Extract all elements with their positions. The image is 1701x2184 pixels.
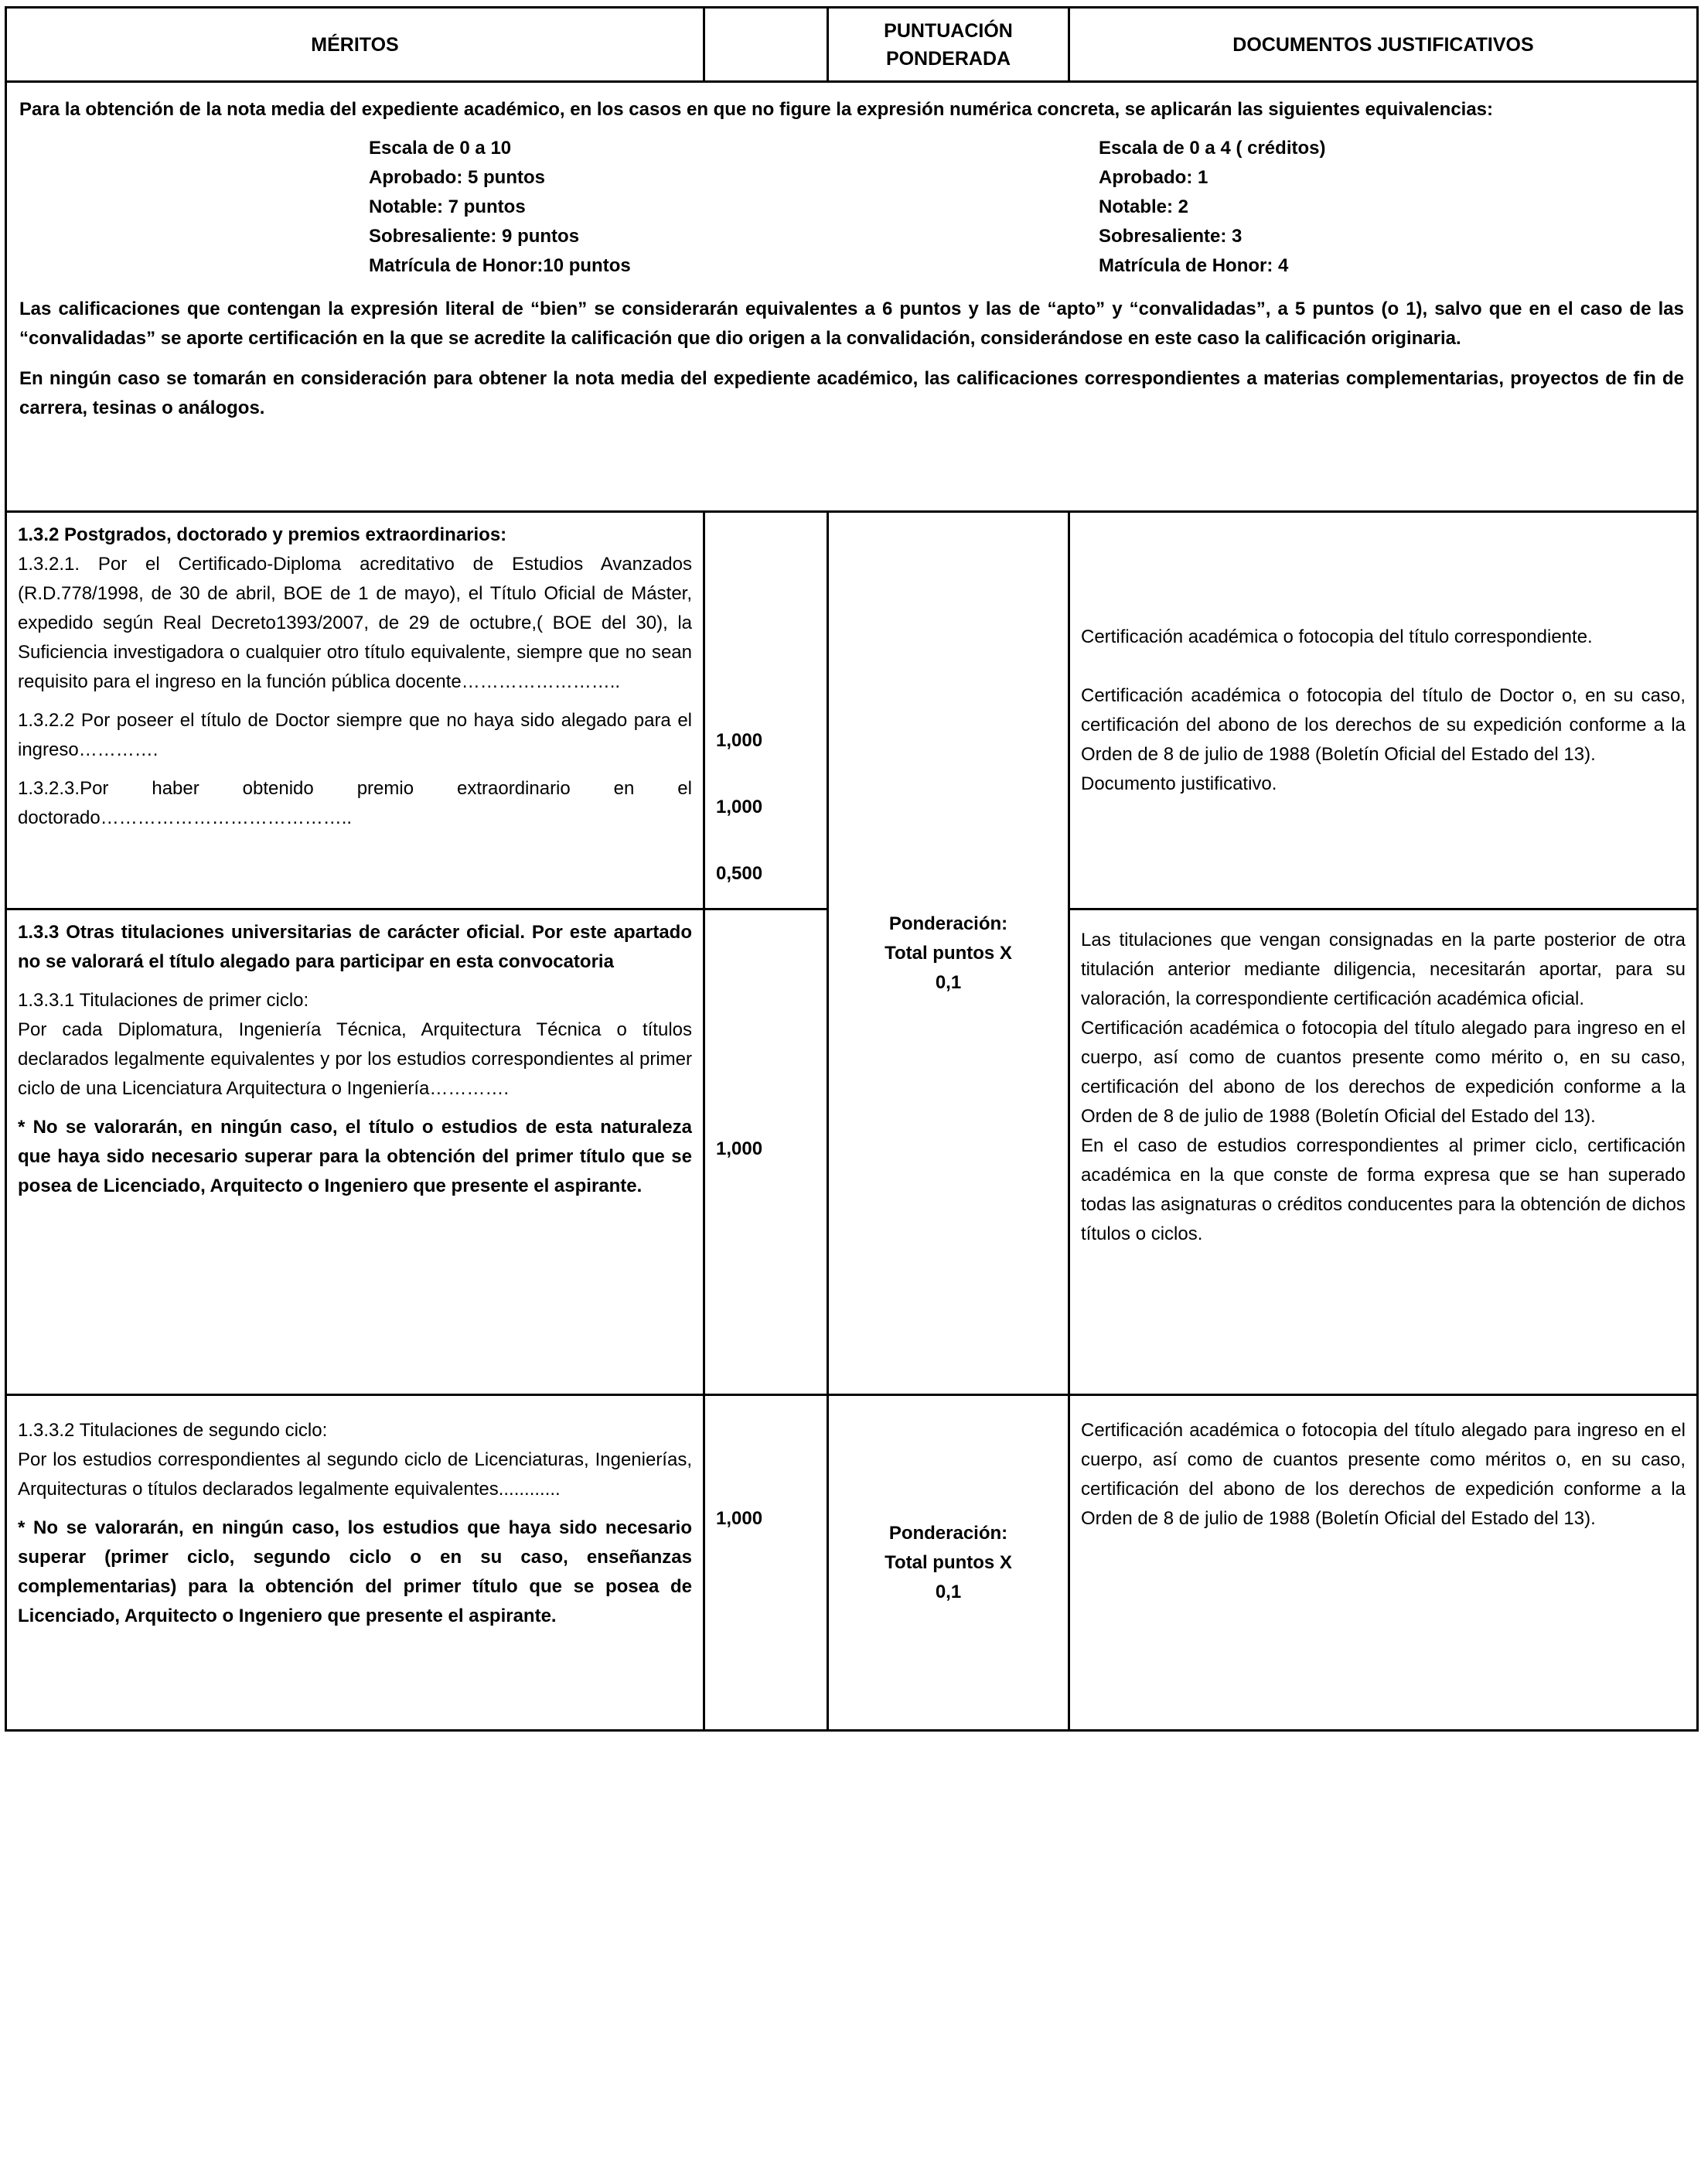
ponderacion-line: Total puntos X bbox=[885, 942, 1012, 964]
scale-0-4-item: Matrícula de Honor: 4 bbox=[1099, 255, 1289, 276]
docs-paragraph: Certificación académica o fotocopia del título alegado para ingreso en el cuerpo, así como de cuantos presente como méritos o, en su caso, certificación del abono de los derechos de expedición conforme a la Orden de 8 de julio de 1988 (Boletín Oficial del Estado del 13). bbox=[1081, 1420, 1686, 1529]
ponderacion-cell-segundo-ciclo bbox=[828, 1395, 1069, 1731]
merit-subheading-1-3-3-2: 1.3.3.2 Titulaciones de segundo ciclo: bbox=[18, 1420, 328, 1441]
scale-0-10-item: Sobresaliente: 9 puntos bbox=[369, 226, 580, 247]
scale-0-4-item: Notable: 2 bbox=[1099, 196, 1189, 217]
scale-0-10-item: Matrícula de Honor:10 puntos bbox=[369, 255, 631, 276]
grade-scales-block bbox=[19, 134, 1684, 282]
points-cell-postgrados bbox=[704, 512, 828, 909]
equivalences-row bbox=[6, 82, 1698, 512]
ponderacion-line: 0,1 bbox=[935, 971, 962, 993]
docs-cell-otras-titulaciones bbox=[1069, 909, 1698, 1395]
equivalences-intro-paragraph: Para la obtención de la nota media del expediente académico, en los casos en que no figure la expresión numérica concreta, se aplicarán las siguientes equivalencias: bbox=[19, 99, 1494, 120]
scale-0-10-title: Escala de 0 a 10 bbox=[369, 138, 512, 159]
scale-0-10-item: Notable: 7 puntos bbox=[369, 196, 526, 217]
exclusions-paragraph: En ningún caso se tomarán en consideración para obtener la nota media del expediente académico, las calificaciones correspondientes a materias complementarias, proyectos de fin de carrera, tesinas o análogos. bbox=[19, 368, 1684, 418]
column-header-meritos: MÉRITOS bbox=[6, 8, 704, 82]
scale-0-4-item: Sobresaliente: 3 bbox=[1099, 226, 1243, 247]
ponderacion-line: Ponderación: bbox=[888, 1522, 1008, 1544]
merit-item-1-3-2-3: 1.3.2.3.Por haber obtenido premio extraordinario en el doctorado………………………………….. bbox=[18, 778, 692, 828]
points-cell-otras-titulaciones bbox=[704, 909, 828, 1395]
docs-paragraph: En el caso de estudios correspondientes al primer ciclo, certificación académica en la que conste de forma expresa que se han superado todas las asignaturas o créditos conducentes para la obtención de dichos títulos o ciclos. bbox=[1081, 1135, 1686, 1244]
ponderacion-line: 0,1 bbox=[935, 1581, 962, 1602]
docs-paragraph: Certificación académica o fotocopia del título de Doctor o, en su caso, certificación del abono de los derechos de su expedición conforme a la Orden de 8 de julio de 1988 (Boletín Oficial del Estado del 13). bbox=[1081, 684, 1686, 765]
ponderacion-line: Ponderación: bbox=[888, 913, 1008, 934]
qualifications-equivalence-paragraph: Las calificaciones que contengan la expresión literal de “bien” se considerarán equivalentes a 6 puntos y las de “apto” y “convalidadas”, a 5 puntos (o 1), salvo que en el caso de las “convalidadas” se aporte certificación en la que se acredite la calificación que dio origen a la convalidación, considerándose en este caso la calificación originaria. bbox=[19, 299, 1684, 349]
scale-0-4-block bbox=[1099, 134, 1325, 281]
column-header-points bbox=[704, 8, 828, 82]
ponderacion-cell-merged bbox=[828, 512, 1069, 1395]
docs-cell-postgrados bbox=[1069, 512, 1698, 909]
table-header-row bbox=[6, 8, 1698, 82]
row-segundo-ciclo bbox=[6, 1395, 1698, 1731]
scale-0-10-item: Aprobado: 5 puntos bbox=[369, 167, 545, 188]
docs-paragraph: Las titulaciones que vengan consignadas en la parte posterior de otra titulación anterior mediante diligencia, necesitarán aportar, para su valoración, la correspondiente certificación académica oficial. bbox=[1081, 930, 1686, 1009]
merits-table bbox=[5, 6, 1699, 1732]
merit-subheading-1-3-3-1: 1.3.3.1 Titulaciones de primer ciclo: bbox=[18, 990, 309, 1011]
points-value: 0,500 bbox=[716, 863, 763, 884]
scale-0-10-block bbox=[369, 134, 631, 281]
merit-cell-postgrados bbox=[6, 512, 704, 909]
points-value: 1,000 bbox=[716, 1508, 763, 1529]
merit-item-1-3-2-1: 1.3.2.1. Por el Certificado-Diploma acreditativo de Estudios Avanzados (R.D.778/1998, de 30 de abril, BOE de 1 de mayo), el Título Oficial de Máster, expedido según Real Decreto1393/2007, de 29 de octubre,( BOE del 30), la Suficiencia investigadora o cualquier otro título equivalente, siempre que no sean requisito para el ingreso en la función pública docente…………………….. bbox=[18, 554, 692, 692]
merit-title: 1.3.2 Postgrados, doctorado y premios extraordinarios: bbox=[18, 524, 507, 545]
merit-item-1-3-3-2: Por los estudios correspondientes al segundo ciclo de Licenciaturas, Ingenierías, Arquitecturas o títulos declarados legalmente equivalentes............ bbox=[18, 1449, 692, 1500]
points-value: 1,000 bbox=[716, 730, 763, 751]
merit-note: * No se valorarán, en ningún caso, el título o estudios de esta naturaleza que haya sido necesario superar para la obtención del primer título que se posea de Licenciado, Arquitecto o Ingeniero que presente el aspirante. bbox=[18, 1117, 692, 1196]
docs-paragraph: Documento justificativo. bbox=[1081, 773, 1277, 794]
merit-title: 1.3.3 Otras titulaciones universitarias de carácter oficial. Por este apartado no se valorará el título alegado para participar en esta convocatoria bbox=[18, 922, 692, 972]
docs-cell-segundo-ciclo bbox=[1069, 1395, 1698, 1731]
scale-0-4-title: Escala de 0 a 4 ( créditos) bbox=[1099, 138, 1326, 159]
points-value: 1,000 bbox=[716, 797, 763, 817]
points-value: 1,000 bbox=[716, 1138, 763, 1159]
docs-paragraph: Certificación académica o fotocopia del título alegado para ingreso en el cuerpo, así como de cuantos presente como mérito o, en su caso, certificación del abono de los derechos de expedición conforme a la Orden de 8 de julio de 1988 (Boletín Oficial del Estado del 13). bbox=[1081, 1018, 1686, 1127]
merit-cell-segundo-ciclo bbox=[6, 1395, 704, 1731]
merit-note: * No se valorarán, en ningún caso, los estudios que haya sido necesario superar (primer ciclo, segundo ciclo o en su caso, enseñanzas complementarias) para la obtención del primer título que se posea de Licenciado, Arquitecto o Ingeniero que presente el aspirante. bbox=[18, 1517, 692, 1626]
merit-item-1-3-3-1: Por cada Diplomatura, Ingeniería Técnica, Arquitectura Técnica o títulos declarados legalmente equivalentes y por los estudios correspondientes al primer ciclo de una Licenciatura Arquitectura o Ingeniería…………. bbox=[18, 1019, 692, 1099]
merit-cell-otras-titulaciones bbox=[6, 909, 704, 1395]
row-postgrados bbox=[6, 512, 1698, 909]
docs-paragraph: Certificación académica o fotocopia del título correspondiente. bbox=[1081, 626, 1593, 647]
merit-item-1-3-2-2: 1.3.2.2 Por poseer el título de Doctor siempre que no haya sido alegado para el ingreso…………. bbox=[18, 710, 692, 760]
ponderacion-line: Total puntos X bbox=[885, 1551, 1012, 1573]
column-header-documentos-justificativos: DOCUMENTOS JUSTIFICATIVOS bbox=[1069, 8, 1698, 82]
scale-0-4-item: Aprobado: 1 bbox=[1099, 167, 1208, 188]
equivalences-cell bbox=[6, 82, 1698, 512]
column-header-puntuacion-ponderada: PUNTUACIÓN PONDERADA bbox=[828, 8, 1069, 82]
points-cell-segundo-ciclo bbox=[704, 1395, 828, 1731]
